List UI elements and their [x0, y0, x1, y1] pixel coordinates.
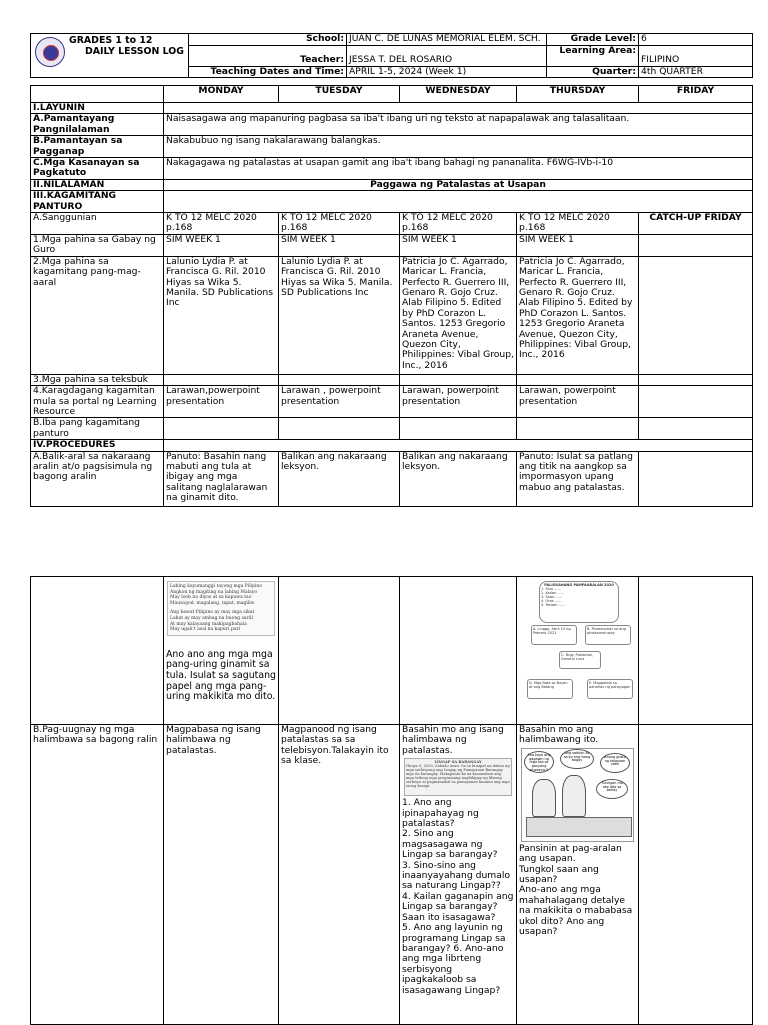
row-label-learning-resource: 4.Karagdagang kagamitan mula sa portal ng Learning Resource [31, 386, 164, 418]
cell-catch-up-friday: CATCH-UP FRIDAY [639, 213, 753, 235]
cell-sanggunian-wed: K TO 12 MELC 2020 p.168 [400, 213, 517, 235]
diagram-list-item: 1. Sino ...... [541, 587, 561, 591]
cell-kagamitang-mon: Lalunio Lydia P. at Francisca G. Ril. 2010 Hiyas sa Wika 5. Manila. SD Publications Inc [164, 256, 279, 374]
row-label-nilalaman: II.NILALAMAN [31, 179, 164, 190]
diagram-box-b: B. Pinakmalaki na ang pinakamahusay [585, 625, 631, 645]
row-label-teksbuk: 3.Mga pahina sa teksbuk [31, 374, 164, 385]
row-label-gabay: 1.Mga pahina sa Gabay ng Guro [31, 234, 164, 256]
school-value: JUAN C. DE LUNAS MEMORIAL ELEM. SCH. [347, 34, 547, 46]
cell-empty [164, 440, 753, 451]
school-label: School: [189, 34, 347, 46]
cell-balik-aral-wed: Balikan ang nakaraang leksyon. [400, 451, 517, 506]
col-header-blank [31, 86, 164, 103]
patalastas-diagram-image [521, 579, 634, 711]
usapan-comic-image [521, 748, 634, 842]
teacher-value: JESSA T. DEL ROSARIO [347, 45, 547, 66]
cell-empty [279, 374, 400, 385]
cell-kagamitang-thu: Patricia Jo C. Agarrado, Maricar L. Francia, Perfecto R. Guerrero III, Genaro R. Gojo Cruz. Alab Filipino 5. Edited by PhD Corazon L. Santos. 1253 Gregorio Araneta Avenue, Quezon City, Philippines: Vibal Group, Inc., 2016 [517, 256, 639, 374]
cell-empty [164, 103, 753, 114]
row-label-procedures: IV.PROCEDURES [31, 440, 164, 451]
title-line-2: DAILY LESSON LOG [85, 45, 184, 57]
wednesday-questions: 1. Ano ang ipinapahayag ng patalastas? 2. Sino ang magsasagawa ng Lingap sa barangay? 3. Sino-sino ang inaanyayahang dumalo sa naturang Lingap?? 4. Kailan gaganapin ang Lingap sa barangay?Saan ito isasagawa? 5. Ano ang layunin ng programang Lingap sa barangay? 6. Ano-ano ang mga librteng serbisyong ipagkakaloob sa isasagawang Lingap? [402, 797, 514, 996]
grade-label: Grade Level: [547, 34, 639, 46]
diagram-list-item: 2. Kailan ...... [541, 591, 564, 595]
cell-empty [639, 386, 753, 418]
cell-pag-uugnay-tue: Magpanood ng isang patalastas sa sa telebisyon.Talakayin ito sa klase. [279, 725, 400, 1025]
diagram-list-item: 4. Oras ...... [541, 599, 562, 603]
poem-line: Ang bawat Pilipino ay may mga sikat [170, 610, 255, 616]
cell-sanggunian-mon: K TO 12 MELC 2020 p.168 [164, 213, 279, 235]
cell-empty [639, 725, 753, 1025]
speech-bubble: Ano kaya ang gagawin ng mga tao sa ganyang sitwasyon? [524, 751, 554, 773]
poem-line: Lahing kayumanggi tayong mga Pilipino [170, 584, 263, 589]
poem-line: May ugali't asal na kapuri puri [170, 627, 241, 633]
cell-balik-aral-tue: Balikan ang nakaraang leksyon. [279, 451, 400, 506]
col-header-monday: MONDAY [164, 86, 279, 103]
cell-gabay-mon: SIM WEEK 1 [164, 234, 279, 256]
title-line-1: GRADES 1 to 12 [69, 35, 153, 46]
lesson-log-table [30, 85, 753, 507]
logo-cell [31, 34, 189, 78]
row-label-kasanayan: C.Mga Kasanayan sa Pagkatuto [31, 158, 164, 180]
header-title [69, 36, 184, 57]
row-label-kagamitang-mag-aaral: 2.Mga pahina sa kagamitang pang-mag-aaral [31, 256, 164, 374]
cell-pag-uugnay-mon: Magpabasa ng isang halimbawa ng patalastas. [164, 725, 279, 1025]
dates-value: APRIL 1-5, 2024 (Week 1) [347, 66, 547, 78]
cell-empty [400, 374, 517, 385]
table-drawing-icon [526, 817, 632, 837]
cell-balik-aral-mon: Panuto: Basahin nang mabuti ang tula at ibigay ang mga salitang naglalarawan na ginamit dito. [164, 451, 279, 506]
cell-empty [639, 374, 753, 385]
grade-value: 6 [639, 34, 753, 46]
wednesday-intro: Basahin mo ang isang halimbawa ng patalastas. [402, 724, 504, 756]
cell-poem-monday [164, 577, 279, 725]
cell-empty [164, 191, 753, 213]
cell-empty [279, 577, 400, 725]
monday-question: Ano ano ang mga mga pang-uring ginamit sa tula. Isulat sa sagutang papel ang mga pang-uring makikita mo dito. [166, 648, 276, 703]
teacher-label: Teacher: [189, 45, 347, 66]
row-label-iba-pang-kagamitan: B.Iba pang kagamitang panturo [31, 418, 164, 440]
col-header-friday: FRIDAY [639, 86, 753, 103]
deped-seal-icon [35, 37, 65, 67]
row-label-pamantayang-pangnilalaman: A.Pamantayang Pangnilalaman [31, 114, 164, 136]
cell-empty [639, 418, 753, 440]
diagram-box-a: A. Linggo, Abril 10 ng Pebrero 2021 [531, 625, 577, 645]
speech-bubble: Tulungan mo ako dito sa bahay [596, 779, 628, 799]
cell-empty [517, 418, 639, 440]
col-header-tuesday: TUESDAY [279, 86, 400, 103]
cell-empty [639, 234, 753, 256]
col-header-thursday: THURSDAY [517, 86, 639, 103]
cell-empty [279, 418, 400, 440]
person-figure-icon [532, 779, 556, 817]
cell-empty [517, 374, 639, 385]
cell-balik-aral-thu: Panuto: Isulat sa patlang ang titik na aangkop sa impormasyon upang mabuo ang patalastas. [517, 451, 639, 506]
area-value: FILIPINO [639, 45, 753, 66]
poem-line: Mausogod, magalang, tapat, magiliw [170, 600, 255, 606]
row-label-sanggunian: A.Sanggunian [31, 213, 164, 235]
person-figure-icon [562, 775, 586, 817]
poem-line: Lahat ay may ambag na buong sarili [170, 615, 254, 621]
cell-kagamitang-tue: Lalunio Lydia P. at Francisca G. Ril. 2010 Hiyas sa Wika 5. Manila. SD Publications Inc [279, 256, 400, 374]
cell-gabay-tue: SIM WEEK 1 [279, 234, 400, 256]
dates-label: Teaching Dates and Time: [189, 66, 347, 78]
diagram-list-item: 5. Paraan ...... [541, 603, 566, 607]
thursday-text: Pansinin at pag-aralan ang usapan. Tungkol saan ang usapan? Ano-ano ang mga mahahalagang detalye na makikita o mababasa ukol dito? Ano ang usapan? [519, 842, 633, 938]
row-label-balik-aral: A.Balik-aral sa nakaraang aralin at/o pagsisimula ng bagong aralin [31, 451, 164, 506]
diagram-box-d: D. Mga Bata sa Bayan at ang Batang [527, 679, 573, 699]
cell-pag-uugnay-thu [517, 725, 639, 1025]
lingap-text: Hunyo 8, 2020, Sabado Araw. Sa sa lumipat na dahan ng mga serbisyong ang Lingap ng Pamayanan Barangay mga Sa barangay. Makapunta ka na kasamahan ang mga tatlong mga programang nagbibigay ng libreng serbisyo at pagmamahal sa pamayanan kasama ang mga taong kasapi. [406, 764, 510, 789]
cell-kagamitang-wed: Patricia Jo C. Agarrado, Maricar L. Francia, Perfecto R. Guerrero III, Genaro R. Gojo Cruz. Alab Filipino 5. Edited by PhD Corazon L. Santos. 1253 Gregorio Araneta Avenue, Quezon City, Philippines: Vibal Group, Inc., 2016 [400, 256, 517, 374]
diagram-box-e: E. Magpatala sa panahon ng pahayagan [587, 679, 633, 699]
area-label: Learning Area: [547, 45, 639, 66]
cell-gabay-wed: SIM WEEK 1 [400, 234, 517, 256]
thursday-intro: Basahin mo ang halimbawang ito. [519, 724, 599, 746]
cell-sanggunian-thu: K TO 12 MELC 2020 p.168 [517, 213, 639, 235]
cell-empty [639, 577, 753, 725]
cell-empty [639, 451, 753, 506]
row-label-pag-uugnay: B.Pag-uugnay ng mga halimbawa sa bagong ralin [31, 725, 164, 1025]
cell-nilalaman: Paggawa ng Patalastas at Usapan [164, 179, 753, 190]
poem-line: Angkon ng magiting na lahing Malayo [170, 589, 258, 595]
cell-gabay-thu: SIM WEEK 1 [517, 234, 639, 256]
lingap-title: LINGAP SA BARANGAY [434, 760, 482, 765]
cell-empty [400, 577, 517, 725]
lingap-patalastas-image [404, 758, 512, 796]
cell-pamantayan-pagganap: Nakabubuo ng isang nakalarawang balangkas. [164, 136, 753, 158]
cell-empty [164, 418, 279, 440]
lesson-log-table-continued [30, 576, 753, 1025]
speech-bubble: Anong gusto ng kalayaan natin [600, 753, 630, 773]
speech-bubble: Ang sabihin ko sa'yo ang isang bagay [560, 749, 594, 769]
diagram-title: PALIGSAHANG PAMPAARALAN 2020 [544, 583, 614, 587]
cell-empty [400, 418, 517, 440]
poem-image [167, 581, 275, 636]
cell-lr-wed: Larawan, powerpoint presentation [400, 386, 517, 418]
cell-pamantayang-pangnilalaman: Naisasagawa ang mapanuring pagbasa sa iba't ibang uri ng teksto at napapalawak ang talasalitaan. [164, 114, 753, 136]
row-label-pamantayan-pagganap: B.Pamantayan sa Pagganap [31, 136, 164, 158]
diagram-list-item: 3. Saan ...... [541, 595, 562, 599]
row-label-layunin: I.LAYUNIN [31, 103, 164, 114]
quarter-value: 4th QUARTER [639, 66, 753, 78]
col-header-wednesday: WEDNESDAY [400, 86, 517, 103]
cell-kasanayan: Nakagagawa ng patalastas at usapan gamit ang iba't ibang bahagi ng pananalita. F6WG-IVb-i-10 [164, 158, 753, 180]
cell-lr-tue: Larawan , powerpoint presentation [279, 386, 400, 418]
cell-lr-mon: Larawan,powerpoint presentation [164, 386, 279, 418]
diagram-box-c: C. Brgy. Poblacion, General Luna [559, 651, 601, 669]
cell-lr-thu: Larawan, powerpoint presentation [517, 386, 639, 418]
cell-sanggunian-tue: K TO 12 MELC 2020 p.168 [279, 213, 400, 235]
row-label-kagamitang-panturo: III.KAGAMITANG PANTURO [31, 191, 164, 213]
quarter-label: Quarter: [547, 66, 639, 78]
cell-empty [31, 577, 164, 725]
cell-empty [164, 374, 279, 385]
diagram-main-box [539, 581, 619, 623]
poem-line: At may kalayaang makipagbahala [170, 621, 247, 627]
cell-empty [639, 256, 753, 374]
cell-pag-uugnay-wed [400, 725, 517, 1025]
header-table [30, 33, 753, 78]
poem-line: May loob na diyos at sa kapuwa tao [170, 595, 252, 601]
cell-diagram-thursday [517, 577, 639, 725]
